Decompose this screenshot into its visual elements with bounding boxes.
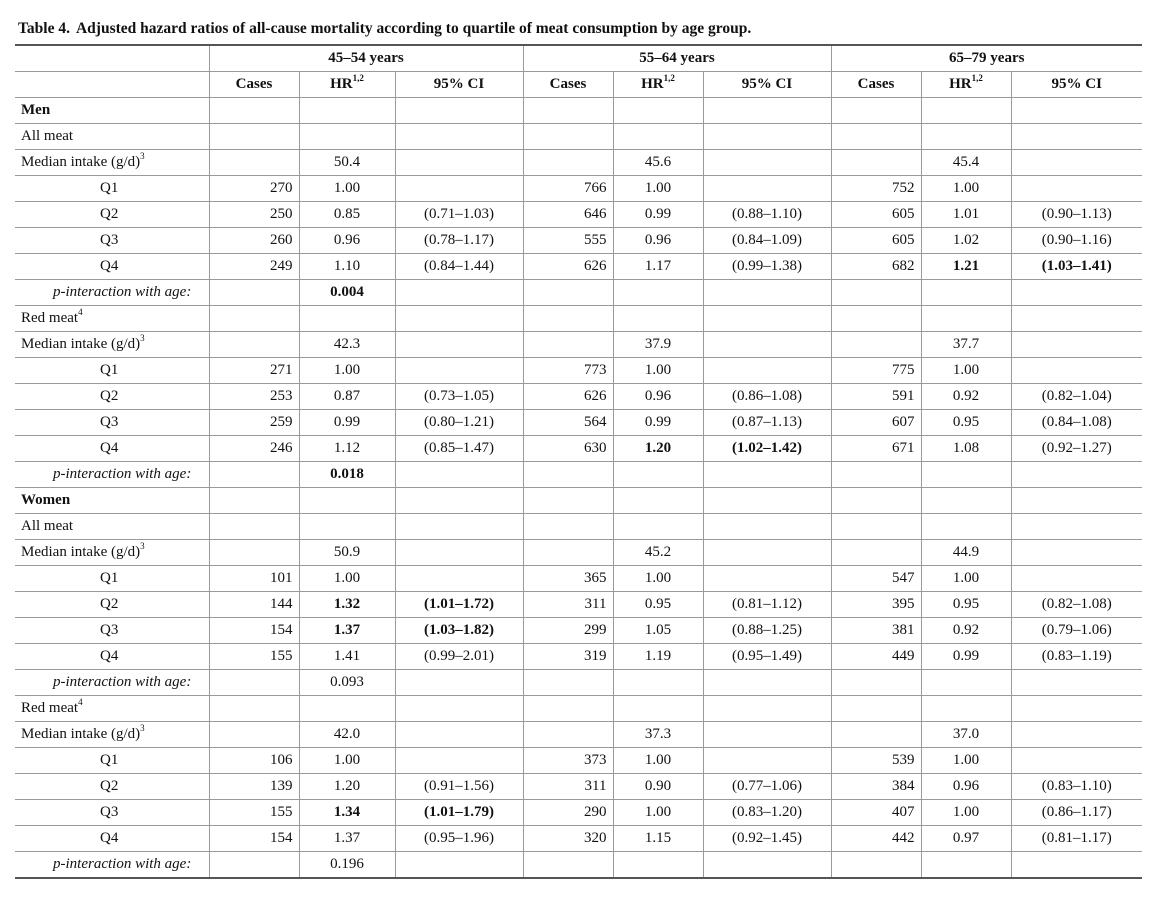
ci-value: (0.85–1.47) xyxy=(395,436,523,462)
ci-value xyxy=(395,566,523,592)
cases-value: 270 xyxy=(209,176,299,202)
hr-value: 0.95 xyxy=(613,592,703,618)
hr-value: 0.99 xyxy=(613,410,703,436)
ci-value: (0.81–1.12) xyxy=(703,592,831,618)
quartile-label: Q3 xyxy=(15,228,209,254)
cases-value: 260 xyxy=(209,228,299,254)
hr-value: 1.37 xyxy=(299,826,395,852)
cases-value: 605 xyxy=(831,202,921,228)
column-header: HR$^{1,2}$ xyxy=(299,72,395,98)
ci-value: (1.03–1.82) xyxy=(395,618,523,644)
red-meat-row xyxy=(15,696,1142,722)
ci-value: (0.92–1.45) xyxy=(703,826,831,852)
hr-value: 1.32 xyxy=(299,592,395,618)
ci-value: (1.03–1.41) xyxy=(1011,254,1142,280)
table-row xyxy=(15,618,1142,644)
hr-value: 0.99 xyxy=(299,410,395,436)
cases-value: 395 xyxy=(831,592,921,618)
cases-value: 646 xyxy=(523,202,613,228)
p-interaction-label: p-interaction with age: xyxy=(15,852,209,879)
cases-value: 144 xyxy=(209,592,299,618)
median-intake-value: 42.0 xyxy=(299,722,395,748)
hr-value: 1.00 xyxy=(921,358,1011,384)
cases-value: 154 xyxy=(209,618,299,644)
hr-value: 1.00 xyxy=(921,800,1011,826)
ci-value: (0.78–1.17) xyxy=(395,228,523,254)
cases-value: 299 xyxy=(523,618,613,644)
ci-value: (0.80–1.21) xyxy=(395,410,523,436)
quartile-label: Q4 xyxy=(15,436,209,462)
hr-value: 1.19 xyxy=(613,644,703,670)
cases-value: 154 xyxy=(209,826,299,852)
ci-value: (0.82–1.04) xyxy=(1011,384,1142,410)
median-intake-value: 37.3 xyxy=(613,722,703,748)
group-header: 45–54 years xyxy=(209,45,523,72)
all-meat-row xyxy=(15,124,1142,150)
median-intake-value: 42.3 xyxy=(299,332,395,358)
column-header: 95% CI xyxy=(1011,72,1142,98)
cases-value: 442 xyxy=(831,826,921,852)
cases-value: 373 xyxy=(523,748,613,774)
p-interaction-label: p-interaction with age: xyxy=(15,462,209,488)
ci-value: (0.90–1.16) xyxy=(1011,228,1142,254)
hr-value: 1.37 xyxy=(299,618,395,644)
median-intake-row xyxy=(15,722,1142,748)
quartile-label: Q2 xyxy=(15,202,209,228)
cases-value: 381 xyxy=(831,618,921,644)
men-section-row xyxy=(15,98,1142,124)
ci-value: (0.88–1.25) xyxy=(703,618,831,644)
red-meat-row xyxy=(15,306,1142,332)
hr-value: 0.96 xyxy=(299,228,395,254)
cases-value: 591 xyxy=(831,384,921,410)
ci-value: (0.88–1.10) xyxy=(703,202,831,228)
hr-value: 1.00 xyxy=(613,176,703,202)
table-row xyxy=(15,826,1142,852)
all-meat-row-label: All meat xyxy=(15,514,209,540)
column-header: Cases xyxy=(209,72,299,98)
hr-value: 0.99 xyxy=(921,644,1011,670)
ci-value: (0.90–1.13) xyxy=(1011,202,1142,228)
quartile-label: Q3 xyxy=(15,800,209,826)
header-column-row xyxy=(15,72,1142,98)
hr-value: 1.41 xyxy=(299,644,395,670)
quartile-label: Q4 xyxy=(15,826,209,852)
all-meat-row-label: All meat xyxy=(15,124,209,150)
table-row xyxy=(15,384,1142,410)
median-intake-row xyxy=(15,540,1142,566)
red-meat-row-label: Red meat$^4$ xyxy=(15,306,209,332)
cases-value: 671 xyxy=(831,436,921,462)
cases-value: 775 xyxy=(831,358,921,384)
ci-value: (0.87–1.13) xyxy=(703,410,831,436)
median-intake-row xyxy=(15,332,1142,358)
p-interaction-row xyxy=(15,462,1142,488)
cases-value: 539 xyxy=(831,748,921,774)
quartile-label: Q4 xyxy=(15,644,209,670)
hr-value: 1.20 xyxy=(299,774,395,800)
hr-value: 1.08 xyxy=(921,436,1011,462)
hr-value: 1.00 xyxy=(613,566,703,592)
quartile-label: Q2 xyxy=(15,774,209,800)
cases-value: 773 xyxy=(523,358,613,384)
women-section-row-label: Women xyxy=(15,488,209,514)
hr-value: 0.87 xyxy=(299,384,395,410)
hr-value: 1.00 xyxy=(299,566,395,592)
hr-value: 1.21 xyxy=(921,254,1011,280)
cases-value: 555 xyxy=(523,228,613,254)
cases-value: 384 xyxy=(831,774,921,800)
table-row xyxy=(15,176,1142,202)
median-intake-value: 45.6 xyxy=(613,150,703,176)
hr-value: 1.00 xyxy=(299,748,395,774)
ci-value: (0.71–1.03) xyxy=(395,202,523,228)
hr-value: 0.92 xyxy=(921,384,1011,410)
hr-value: 1.01 xyxy=(921,202,1011,228)
ci-value: (0.77–1.06) xyxy=(703,774,831,800)
table-body xyxy=(15,98,1142,879)
hr-value: 0.97 xyxy=(921,826,1011,852)
hr-value: 1.00 xyxy=(613,748,703,774)
hr-value: 0.96 xyxy=(613,384,703,410)
hr-value: 1.00 xyxy=(921,176,1011,202)
table-row xyxy=(15,644,1142,670)
quartile-label: Q2 xyxy=(15,592,209,618)
cases-value: 155 xyxy=(209,800,299,826)
cases-value: 547 xyxy=(831,566,921,592)
ci-value xyxy=(703,748,831,774)
ci-value: (0.81–1.17) xyxy=(1011,826,1142,852)
ci-value: (0.79–1.06) xyxy=(1011,618,1142,644)
cases-value: 250 xyxy=(209,202,299,228)
cases-value: 766 xyxy=(523,176,613,202)
ci-value xyxy=(1011,748,1142,774)
column-header: Cases xyxy=(831,72,921,98)
hr-value: 0.99 xyxy=(613,202,703,228)
quartile-label: Q1 xyxy=(15,358,209,384)
quartile-label: Q2 xyxy=(15,384,209,410)
hr-value: 1.34 xyxy=(299,800,395,826)
median-intake-row xyxy=(15,150,1142,176)
cases-value: 682 xyxy=(831,254,921,280)
hr-value: 1.05 xyxy=(613,618,703,644)
ci-value xyxy=(703,176,831,202)
ci-value: (0.92–1.27) xyxy=(1011,436,1142,462)
cases-value: 626 xyxy=(523,384,613,410)
ci-value xyxy=(1011,176,1142,202)
ci-value xyxy=(395,748,523,774)
median-intake-value: 44.9 xyxy=(921,540,1011,566)
cases-value: 101 xyxy=(209,566,299,592)
p-interaction-row xyxy=(15,670,1142,696)
ci-value xyxy=(1011,358,1142,384)
ci-value: (0.99–1.38) xyxy=(703,254,831,280)
quartile-label: Q1 xyxy=(15,748,209,774)
ci-value: (0.83–1.10) xyxy=(1011,774,1142,800)
median-intake-value: 45.2 xyxy=(613,540,703,566)
hr-value: 0.90 xyxy=(613,774,703,800)
hr-value: 1.00 xyxy=(921,566,1011,592)
median-intake-value: 45.4 xyxy=(921,150,1011,176)
hr-value: 0.96 xyxy=(613,228,703,254)
hr-value: 1.10 xyxy=(299,254,395,280)
table-caption-text: Adjusted hazard ratios of all-cause mortality according to quartile of meat consumption by age group. xyxy=(75,20,752,37)
table-row xyxy=(15,410,1142,436)
ci-value: (0.84–1.09) xyxy=(703,228,831,254)
median-intake-label: Median intake $(g/d)^3$ xyxy=(15,722,209,748)
hr-value: 1.17 xyxy=(613,254,703,280)
median-intake-value: 37.9 xyxy=(613,332,703,358)
table-row xyxy=(15,358,1142,384)
hr-value: 0.96 xyxy=(921,774,1011,800)
ci-value xyxy=(703,566,831,592)
column-header: 95% CI xyxy=(703,72,831,98)
p-interaction-value: 0.018 xyxy=(299,462,395,488)
hr-value: 0.92 xyxy=(921,618,1011,644)
table-row xyxy=(15,774,1142,800)
cases-value: 290 xyxy=(523,800,613,826)
cases-value: 311 xyxy=(523,774,613,800)
column-header: HR$^{1,2}$ xyxy=(613,72,703,98)
hr-value: 1.02 xyxy=(921,228,1011,254)
table-row xyxy=(15,436,1142,462)
median-intake-label: Median intake $(g/d)^3$ xyxy=(15,540,209,566)
hr-value: 1.00 xyxy=(299,176,395,202)
median-intake-label: Median intake $(g/d)^3$ xyxy=(15,150,209,176)
quartile-label: Q4 xyxy=(15,254,209,280)
cases-value: 319 xyxy=(523,644,613,670)
cases-value: 320 xyxy=(523,826,613,852)
median-intake-label: Median intake $(g/d)^3$ xyxy=(15,332,209,358)
hr-value: 1.15 xyxy=(613,826,703,852)
group-header: 55–64 years xyxy=(523,45,831,72)
quartile-label: Q3 xyxy=(15,410,209,436)
cases-value: 311 xyxy=(523,592,613,618)
ci-value: (0.84–1.44) xyxy=(395,254,523,280)
p-interaction-label: p-interaction with age: xyxy=(15,280,209,306)
hr-value: 1.20 xyxy=(613,436,703,462)
cases-value: 155 xyxy=(209,644,299,670)
cases-value: 630 xyxy=(523,436,613,462)
all-meat-row xyxy=(15,514,1142,540)
ci-value xyxy=(395,176,523,202)
cases-value: 407 xyxy=(831,800,921,826)
hr-value: 0.95 xyxy=(921,592,1011,618)
table-row xyxy=(15,254,1142,280)
table-row xyxy=(15,800,1142,826)
p-interaction-row xyxy=(15,852,1142,879)
header-group-row xyxy=(15,45,1142,72)
quartile-label: Q3 xyxy=(15,618,209,644)
p-interaction-value: 0.196 xyxy=(299,852,395,879)
ci-value: (1.02–1.42) xyxy=(703,436,831,462)
red-meat-row-label: Red meat$^4$ xyxy=(15,696,209,722)
median-intake-value: 50.9 xyxy=(299,540,395,566)
ci-value: (0.99–2.01) xyxy=(395,644,523,670)
median-intake-value: 37.7 xyxy=(921,332,1011,358)
ci-value: (0.73–1.05) xyxy=(395,384,523,410)
cases-value: 752 xyxy=(831,176,921,202)
cases-value: 607 xyxy=(831,410,921,436)
table-row xyxy=(15,228,1142,254)
ci-value xyxy=(703,358,831,384)
hr-value: 1.00 xyxy=(613,800,703,826)
hr-value: 1.00 xyxy=(613,358,703,384)
ci-value: (1.01–1.72) xyxy=(395,592,523,618)
table-caption-label: Table 4. xyxy=(18,20,70,37)
hr-value: 1.00 xyxy=(299,358,395,384)
ci-value: (0.86–1.08) xyxy=(703,384,831,410)
quartile-label: Q1 xyxy=(15,176,209,202)
table-row xyxy=(15,202,1142,228)
cases-value: 626 xyxy=(523,254,613,280)
cases-value: 271 xyxy=(209,358,299,384)
cases-value: 449 xyxy=(831,644,921,670)
cases-value: 564 xyxy=(523,410,613,436)
hr-value: 1.00 xyxy=(921,748,1011,774)
cases-value: 106 xyxy=(209,748,299,774)
hr-value: 0.85 xyxy=(299,202,395,228)
table-row xyxy=(15,592,1142,618)
ci-value: (0.95–1.49) xyxy=(703,644,831,670)
column-header: HR$^{1,2}$ xyxy=(921,72,1011,98)
table-caption xyxy=(18,20,751,38)
median-intake-value: 50.4 xyxy=(299,150,395,176)
men-section-row-label: Men xyxy=(15,98,209,124)
p-interaction-row xyxy=(15,280,1142,306)
cases-value: 605 xyxy=(831,228,921,254)
ci-value: (0.83–1.20) xyxy=(703,800,831,826)
table-row xyxy=(15,748,1142,774)
table-row xyxy=(15,566,1142,592)
ci-value: (0.83–1.19) xyxy=(1011,644,1142,670)
cases-value: 246 xyxy=(209,436,299,462)
ci-value xyxy=(395,358,523,384)
ci-value xyxy=(1011,566,1142,592)
hazard-ratio-table xyxy=(15,44,1142,879)
cases-value: 259 xyxy=(209,410,299,436)
cases-value: 249 xyxy=(209,254,299,280)
column-header: Cases xyxy=(523,72,613,98)
cases-value: 253 xyxy=(209,384,299,410)
ci-value: (0.86–1.17) xyxy=(1011,800,1142,826)
ci-value: (0.95–1.96) xyxy=(395,826,523,852)
p-interaction-value: 0.093 xyxy=(299,670,395,696)
column-header: 95% CI xyxy=(395,72,523,98)
quartile-label: Q1 xyxy=(15,566,209,592)
group-header: 65–79 years xyxy=(831,45,1142,72)
p-interaction-value: 0.004 xyxy=(299,280,395,306)
cases-value: 139 xyxy=(209,774,299,800)
women-section-row xyxy=(15,488,1142,514)
ci-value: (0.82–1.08) xyxy=(1011,592,1142,618)
hr-value: 0.95 xyxy=(921,410,1011,436)
p-interaction-label: p-interaction with age: xyxy=(15,670,209,696)
hr-value: 1.12 xyxy=(299,436,395,462)
ci-value: (1.01–1.79) xyxy=(395,800,523,826)
cases-value: 365 xyxy=(523,566,613,592)
median-intake-value: 37.0 xyxy=(921,722,1011,748)
ci-value: (0.91–1.56) xyxy=(395,774,523,800)
ci-value: (0.84–1.08) xyxy=(1011,410,1142,436)
